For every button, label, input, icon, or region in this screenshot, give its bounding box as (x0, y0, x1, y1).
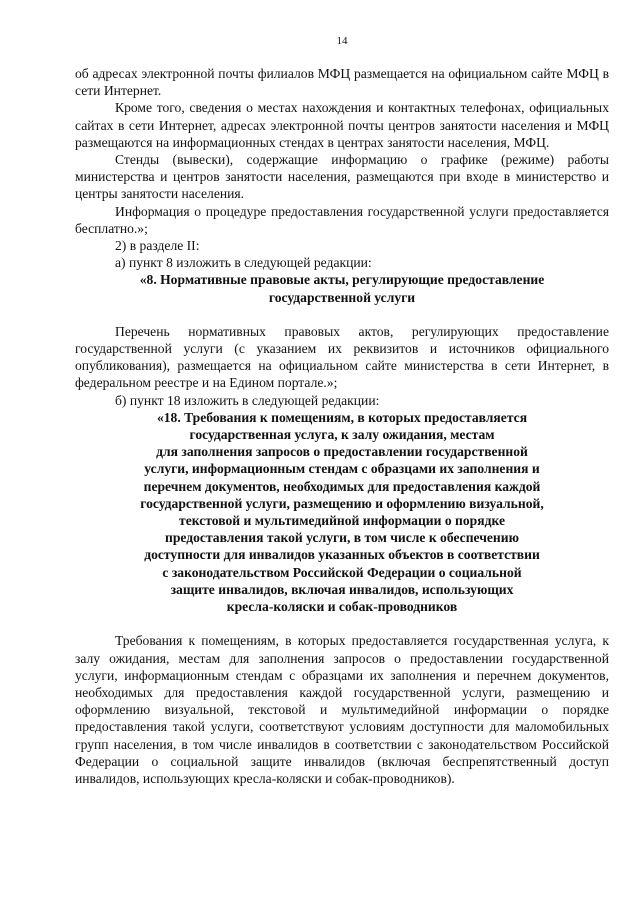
heading-item-18-line: доступности для инвалидов указанных объектов в соответствии (144, 547, 540, 563)
heading-item-18-line: услуги, информационным стендам с образцами их заполнения и (144, 461, 540, 477)
paragraph-section-ii: 2) в разделе II: (115, 238, 200, 254)
heading-item-18-line: с законодательством Российской Федерации о социальной (162, 564, 522, 580)
heading-item-18-line: государственной услуги, размещению и оформлению визуальной, (140, 495, 544, 511)
paragraph-item-18-intro: б) пункт 18 изложить в следующей редакции: (115, 392, 380, 408)
paragraph-free-info: Информация о процедуре предоставления государственной услуги предоставляется бесплатно.»; (75, 203, 609, 236)
heading-item-18-line: «18. Требования к помещениям, в которых предоставляется (156, 409, 528, 425)
paragraph-item-8-intro: а) пункт 8 изложить в следующей редакции: (115, 255, 372, 271)
heading-item-18-line: предоставления такой услуги, в том числе к обеспечению (165, 530, 519, 546)
heading-item-18-line: защите инвалидов, включая инвалидов, использующих (170, 581, 514, 597)
spacer (75, 615, 609, 632)
heading-item-18 (75, 409, 609, 615)
heading-item-18-line: перечнем документов, необходимых для предоставления каждой (143, 478, 541, 494)
heading-item-18-line: кресла-коляски и собак-проводников (226, 599, 458, 615)
heading-item-18-line: текстовой и мультимедийной информации о порядке (179, 513, 505, 529)
paragraph-employment-centers-info: Кроме того, сведения о местах нахождения и контактных телефонах, официальных сайтах в сети Интернет, адресах электронной почты центров занятости населения и МФЦ размещаются на информационных стендах в центрах занятости населения, МФЦ. (75, 100, 609, 150)
heading-item-8-line: «8. Нормативные правовые акты, регулирующие предоставление (139, 272, 545, 288)
heading-item-8-line: государственной услуги (268, 289, 416, 305)
document-page (75, 34, 609, 787)
heading-item-8 (75, 271, 609, 305)
paragraph-premises-requirements: Требования к помещениям, в которых предоставляется государственная услуга, к залу ожидания, местам для заполнения запросов о предоставлении государственной услуги, информационным стендам с образцами их заполнения и перечнем документов, необходимых для предоставления каждой государственной услуги, размещению и оформлению визуальной, текстовой и мультимедийной информации о порядке предоставления такой услуги, соответствуют условиям доступности для маломобильных групп населения, в том числе инвалидов в соответствии с законодательством Российской Федерации о социальной защите инвалидов (включая беспрепятственный доступ инвалидов, использующих кресла-коляски и собак-проводников). (75, 633, 609, 786)
heading-item-18-line: для заполнения запросов о предоставлении государственной (156, 444, 528, 460)
paragraph-stands-info: Стенды (вывески), содержащие информацию о графике (режиме) работы министерства и центров занятости населения, размещаются при входе в министерство и центры занятости населения. (75, 152, 609, 202)
spacer (75, 306, 609, 323)
heading-item-18-line: государственная услуга, к залу ожидания, местам (189, 427, 495, 443)
paragraph-mfc-email: об адресах электронной почты филиалов МФЦ размещается на официальном сайте МФЦ в сети Интернет. (75, 66, 609, 99)
paragraph-legal-acts: Перечень нормативных правовых актов, регулирующих предоставление государственной услуги (с указанием их реквизитов и источников официального опубликования), размещается на официальном сайте министерства в сети Интернет, в федеральном реестре и на Едином портале.»; (75, 323, 609, 391)
page-number: 14 (336, 35, 348, 47)
